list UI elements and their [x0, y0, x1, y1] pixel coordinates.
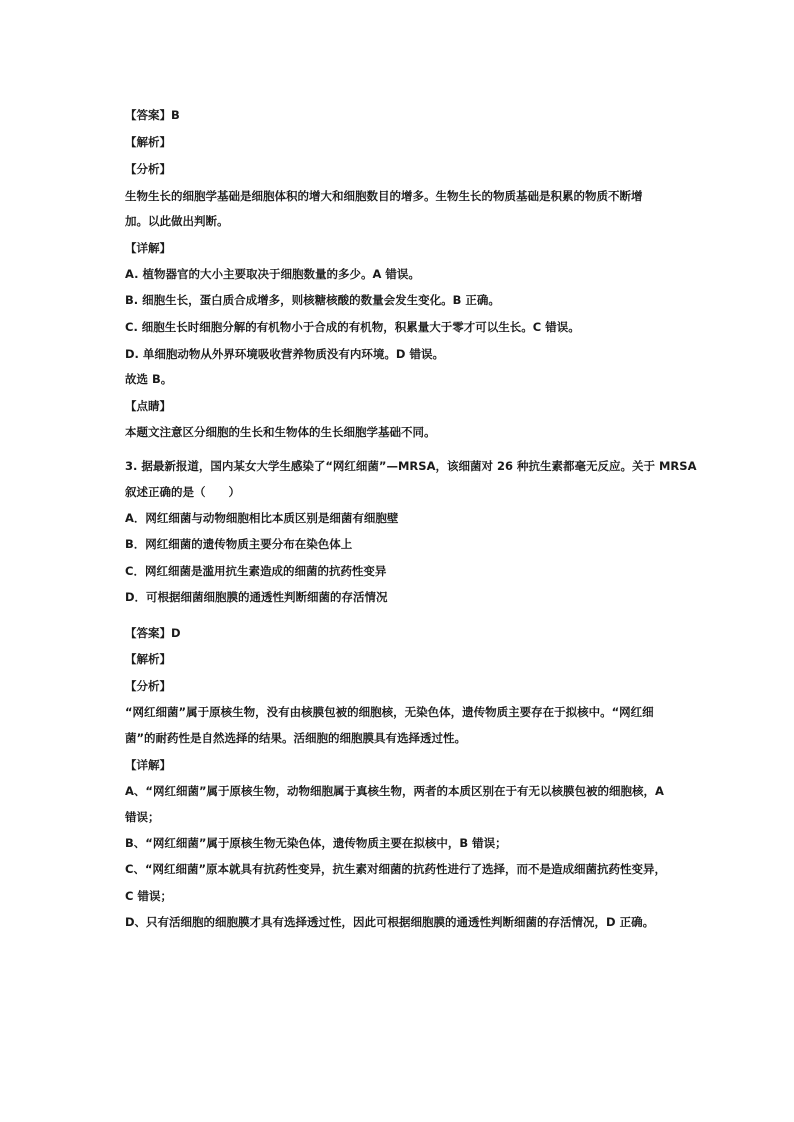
fenxi-text-line: 菌”的耐药性是自然选择的结果。活细胞的细胞膜具有选择透过性。 [125, 731, 467, 745]
question-stem-line: 叙述正确的是（ ） [125, 485, 240, 499]
conclusion: 故选 B。 [125, 372, 173, 386]
fenxi-heading: 【分析】 [125, 162, 171, 176]
fenxi-heading: 【分析】 [125, 679, 171, 693]
dianjing-text: 本题文注意区分细胞的生长和生物体的生长细胞学基础不同。 [125, 425, 436, 439]
question-stem-line: 3. 据最新报道，国内某女大学生感染了“网红细菌”—MRSA，该细菌对 26 种抗生素都毫无反应。关于 MRSA [125, 459, 697, 473]
analysis-heading: 【解析】 [125, 652, 171, 666]
answer-label: 【答案】B [125, 108, 180, 122]
option-explanation: C 错误； [125, 889, 172, 903]
option-explanation: D. 单细胞动物从外界环境吸收营养物质没有内环境。D 错误。 [125, 347, 444, 361]
option-explanation: B、“网红细菌”属于原核生物无染色体，遗传物质主要在拟核中，B 错误； [125, 836, 507, 850]
option-explanation: 错误； [125, 810, 160, 824]
fenxi-text-line: 生物生长的细胞学基础是细胞体积的增大和细胞数目的增多。生物生长的物质基础是积累的物质不断增 [125, 189, 643, 203]
answer-label: 【答案】D [125, 626, 181, 640]
option-explanation: C. 细胞生长时细胞分解的有机物小于合成的有机物，积累量大于零才可以生长。C 错误。 [125, 320, 580, 334]
dianjing-heading: 【点睛】 [125, 399, 171, 413]
detail-heading: 【详解】 [125, 758, 171, 772]
choice-b: B．网红细菌的遗传物质主要分布在染色体上 [125, 537, 353, 551]
option-explanation: A. 植物器官的大小主要取决于细胞数量的多少。A 错误。 [125, 267, 420, 281]
option-explanation: B. 细胞生长，蛋白质合成增多，则核糖核酸的数量会发生变化。B 正确。 [125, 293, 500, 307]
choice-d: D．可根据细菌细胞膜的通透性判断细菌的存活情况 [125, 590, 388, 604]
choice-a: A．网红细菌与动物细胞相比本质区别是细菌有细胞壁 [125, 511, 399, 525]
fenxi-text-line: “网红细菌”属于原核生物，没有由核膜包被的细胞核，无染色体，遗传物质主要存在于拟核中。“网红细 [125, 705, 654, 719]
option-explanation: D、只有活细胞的细胞膜才具有选择透过性，因此可根据细胞膜的通透性判断细菌的存活情况，D 正确。 [125, 915, 655, 929]
analysis-heading: 【解析】 [125, 135, 171, 149]
choice-c: C．网红细菌是滥用抗生素造成的细菌的抗药性变异 [125, 564, 387, 578]
fenxi-text-line: 加。以此做出判断。 [125, 214, 229, 228]
option-explanation: C、“网红细菌”原本就具有抗药性变异，抗生素对细菌的抗药性进行了选择，而不是造成细菌抗药性变异， [125, 862, 667, 876]
detail-heading: 【详解】 [125, 241, 171, 255]
option-explanation: A、“网红细菌”属于原核生物，动物细胞属于真核生物，两者的本质区别在于有无以核膜包被的细胞核，A [125, 784, 664, 798]
